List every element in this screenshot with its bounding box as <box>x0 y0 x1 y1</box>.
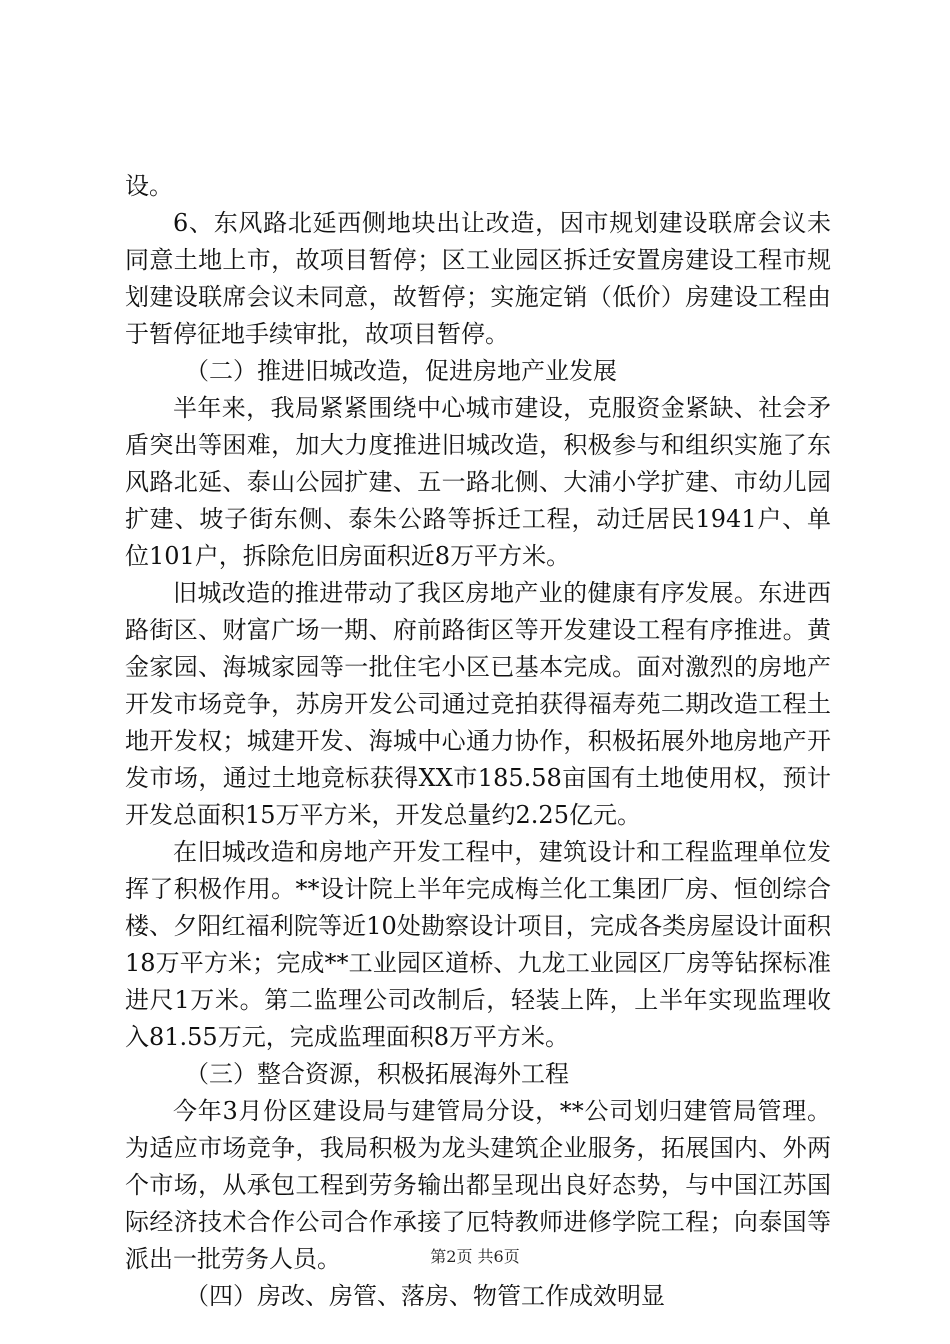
section-heading-4: （四）房改、房管、落房、物管工作成效明显 <box>185 1282 665 1310</box>
page-footer: 第2页 共6页 <box>430 1247 520 1266</box>
paragraph-3: 半年来，我局紧紧围绕中心城市建设，克服资金紧缺、社会矛盾突出等困难，加大力度推进旧城改造，积极参与和组织实施了东风路北延、泰山公园扩建、五一路北侧、大浦小学扩建、市幼儿园扩建、坡子街东侧、泰朱公路等拆迁工程，动迁居民1941户、单位101户，拆除危旧房面积近8万平方米。 <box>125 394 831 570</box>
document-body <box>125 168 831 1315</box>
paragraph-2: 6、东风路北延西侧地块出让改造，因市规划建设联席会议未同意土地上市，故项目暂停；区工业园区拆迁安置房建设工程市规划建设联席会议未同意，故暂停；实施定销（低价）房建设工程由于暂停征地手续审批，故项目暂停。 <box>125 209 831 348</box>
paragraph-1: 设。 <box>125 172 173 200</box>
paragraph-5: 在旧城改造和房地产开发工程中，建筑设计和工程监理单位发挥了积极作用。**设计院上半年完成梅兰化工集团厂房、恒创综合楼、夕阳红福利院等近10处勘察设计项目，完成各类房屋设计面积18万平方米；完成**工业园区道桥、九龙工业园区厂房等钻探标准进尺1万米。第二监理公司改制后，轻装上阵，上半年实现监理收入81.55万元，完成监理面积8万平方米。 <box>125 838 831 1051</box>
section-heading-3: （三）整合资源，积极拓展海外工程 <box>185 1060 569 1088</box>
paragraph-6: 今年3月份区建设局与建管局分设，**公司划归建管局管理。为适应市场竞争，我局积极为龙头建筑企业服务，拓展国内、外两个市场，从承包工程到劳务输出都呈现出良好态势，与中国江苏国际经济技术合作公司合作承接了厄特教师进修学院工程；向泰国等派出一批劳务人员。 <box>125 1097 831 1273</box>
paragraph-4: 旧城改造的推进带动了我区房地产业的健康有序发展。东进西路街区、财富广场一期、府前路街区等开发建设工程有序推进。黄金家园、海城家园等一批住宅小区已基本完成。面对激烈的房地产开发市场竞争，苏房开发公司通过竞拍获得福寿苑二期改造工程土地开发权；城建开发、海城中心通力协作，积极拓展外地房地产开发市场，通过土地竞标获得XX市185.58亩国有土地使用权，预计开发总面积15万平方米，开发总量约2.25亿元。 <box>125 579 831 829</box>
section-heading-2: （二）推进旧城改造，促进房地产业发展 <box>185 357 617 385</box>
